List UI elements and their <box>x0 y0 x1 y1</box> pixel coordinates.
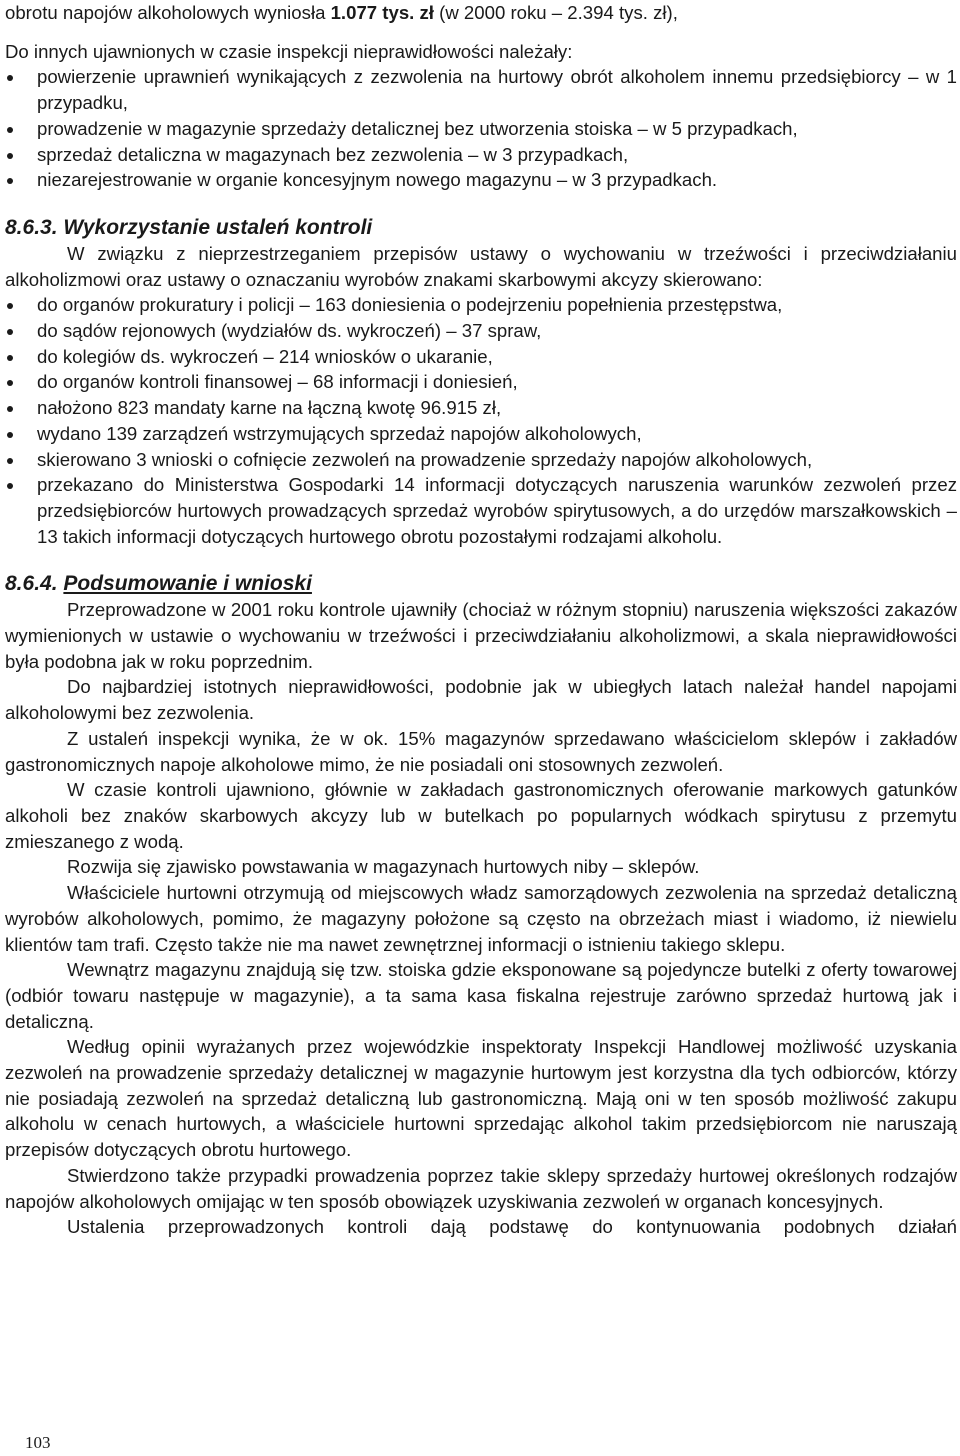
paragraph: Stwierdzono także przypadki prowadzenia poprzez takie sklepy sprzedaży hurtowej określonych rodzajów napojów alkoholowych omijając w ten sposób obowiązek uzyskiwania zezwoleń w organach koncesyjnych. <box>5 1164 957 1212</box>
list-item: skierowano 3 wnioski o cofnięcie zezwoleń na prowadzenie sprzedaży napojów alkoholowych, <box>5 447 957 473</box>
paragraph: W czasie kontroli ujawniono, głównie w zakładach gastronomicznych oferowanie markowych gatunków alkoholi bez znaków skarbowych akcyzy lub w butelkach po popularnych wódkach spirytusu z przemytu zmieszanego z wodą. <box>5 779 957 852</box>
carryover-amount: 1.077 tys. zł <box>330 2 434 23</box>
paragraph: Rozwija się zjawisko powstawania w magazynach hurtowych niby – sklepów. <box>67 856 700 878</box>
paragraph: Właściciele hurtowni otrzymują od miejscowych władz samorządowych zezwolenia na sprzedaż detaliczną wyrobów alkoholowych, pomimo, że magazyny położone są często na obrzeżach miast i wiadomo, iż niewielu klientów tam trafi. Często także nie ma nawet zewnętrznej informacji o istnieniu takiego sklepu. <box>5 882 957 955</box>
section-title: Podsumowanie i wnioski <box>63 572 312 596</box>
list-item: prowadzenie w magazynie sprzedaży detalicznej bez utworzenia stoiska – w 5 przypadkach, <box>5 116 957 142</box>
paragraph: Z ustaleń inspekcji wynika, że w ok. 15% magazynów sprzedawano właścicielom sklepów i zakładów gastronomicznych napoje alkoholowe mimo, że nie posiadali oni stosownych zezwoleń. <box>5 727 957 775</box>
section-number: 8.6.4. <box>5 572 58 596</box>
carryover-line <box>5 0 957 26</box>
list-item: przekazano do Ministerstwa Gospodarki 14 informacji dotyczących naruszenia warunków zezwoleń przez przedsiębiorców hurtowych prowadzących sprzedaż wyrobów spirytusowych, a do urzędów marszałkowskich – 13 takich informacji dotyczących hurtowego obrotu pozostałymi rodzajami alkoholu. <box>5 472 957 549</box>
list-item: wydano 139 zarządzeń wstrzymujących sprzedaż napojów alkoholowych, <box>5 421 957 447</box>
carryover-post: (w 2000 roku – 2.394 tys. zł), <box>433 2 678 23</box>
actions-list <box>5 292 957 549</box>
list-item: niezarejestrowanie w organie koncesyjnym nowego magazynu – w 3 przypadkach. <box>5 167 957 193</box>
list-item: nałożono 823 mandaty karne na łączną kwotę 96.915 zł, <box>5 395 957 421</box>
section-heading-863 <box>5 215 957 241</box>
paragraph: Ustalenia przeprowadzonych kontroli dają podstawę do kontynuowania podobnych działań <box>67 1216 957 1238</box>
section-863-intro: W związku z nieprzestrzeganiem przepisów ustawy o wychowaniu w trzeźwości i przeciwdziałaniu alkoholizmowi oraz ustawy o oznaczaniu wyrobów znakami skarbowymi akcyzy skierowano: <box>5 242 957 290</box>
list-item: sprzedaż detaliczna w magazynach bez zezwolenia – w 3 przypadkach, <box>5 142 957 168</box>
list-item: do organów kontroli finansowej – 68 informacji i doniesień, <box>5 369 957 395</box>
section-heading-864 <box>5 571 957 597</box>
paragraph: Do najbardziej istotnych nieprawidłowości, podobnie jak w ubiegłych latach należał handel napojami alkoholowymi bez zezwolenia. <box>5 676 957 724</box>
list-item: do sądów rejonowych (wydziałów ds. wykroczeń) – 37 spraw, <box>5 318 957 344</box>
list-item: powierzenie uprawnień wynikających z zezwolenia na hurtowy obrót alkoholem innemu przedsiębiorcy – w 1 przypadku, <box>5 64 957 115</box>
section-title: Wykorzystanie ustaleń kontroli <box>63 215 373 239</box>
list-item: do kolegiów ds. wykroczeń – 214 wniosków o ukaranie, <box>5 344 957 370</box>
irregularities-list <box>5 64 957 193</box>
paragraph: Według opinii wyrażanych przez wojewódzkie inspektoraty Inspekcji Handlowej możliwość uzyskania zezwoleń na prowadzenie sprzedaży detalicznej w magazynie hurtowym jest korzystna dla tych odbiorców, którzy nie posiadają zezwoleń na sprzedaż detaliczną lub gastronomiczną. Mają oni w ten sposób możliwość zakupu alkoholu w cenach hurtowych, a właściciele hurtowni sprzedając alkohol takim przedsiębiorcom nie naruszają przepisów dotyczących obrotu hurtowego. <box>5 1036 957 1161</box>
page-number: 103 <box>25 1433 51 1452</box>
list-item: do organów prokuratury i policji – 163 doniesienia o podejrzeniu popełnienia przestępstwa, <box>5 292 957 318</box>
paragraph: Wewnątrz magazynu znajdują się tzw. stoiska gdzie eksponowane są pojedyncze butelki z oferty towarowej (odbiór towaru następuje w magazynie), a ta sama kasa fiskalna rejestruje zarówno sprzedaż hurtową jak i detaliczną. <box>5 959 957 1032</box>
page-content <box>5 0 957 1240</box>
paragraph: Przeprowadzone w 2001 roku kontrole ujawniły (chociaż w różnym stopniu) naruszenia większości zakazów wymienionych w ustawie o wychowaniu w trzeźwości i przeciwdziałaniu alkoholizmowi, a skala nieprawidłowości była podobna jak w roku poprzednim. <box>5 599 957 672</box>
section-number: 8.6.3. <box>5 215 58 239</box>
carryover-pre: obrotu napojów alkoholowych wyniosła <box>5 2 331 23</box>
irregularities-intro: Do innych ujawnionych w czasie inspekcji nieprawidłowości należały: <box>5 40 573 62</box>
